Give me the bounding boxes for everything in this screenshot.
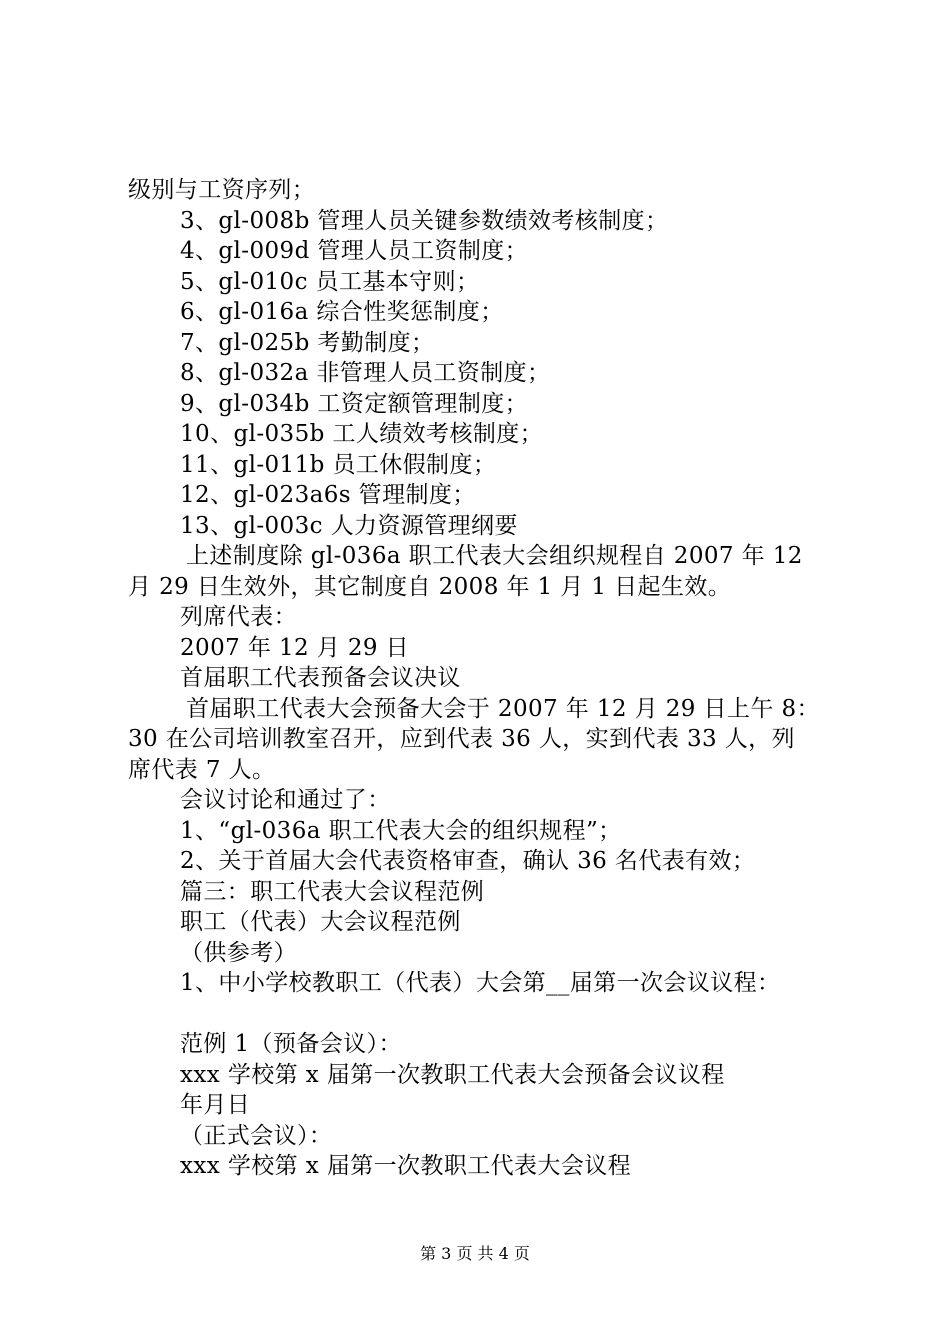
text-line: 列席代表： (180, 604, 297, 630)
heading-line: 首届职工代表预备会议决议 (180, 665, 461, 691)
heading-line: 职工（代表）大会议程范例 (180, 909, 461, 935)
paragraph-line: 首届职工代表大会预备大会于 2007 年 12 月 29 日上午 8： (186, 695, 820, 722)
list-item: 11、gl-011b 员工休假制度； (180, 451, 497, 478)
text-line: 级别与工资序列； (128, 177, 316, 203)
list-item: 2、关于首届大会代表资格审查，确认 36 名代表有效； (180, 848, 756, 874)
paragraph-line: 席代表 7 人。 (128, 756, 276, 783)
text-line: xxx 学校第 x 届第一次教职工代表大会议程 (180, 1153, 632, 1179)
list-item: 1、“gl-036a 职工代表大会的组织规程”； (180, 817, 622, 844)
text-line: （正式会议）： (180, 1122, 333, 1149)
list-item: 6、gl-016a 综合性奖惩制度； (180, 299, 504, 325)
paragraph-line: 月 29 日生效外，其它制度自 2008 年 1 月 1 日起生效。 (128, 573, 732, 600)
page-number-footer: 第 3 页 共 4 页 (420, 1244, 530, 1263)
text-line: 范例 1（预备会议）： (180, 1031, 402, 1057)
list-item: 9、gl-034b 工资定额管理制度； (180, 390, 529, 417)
list-item: 4、gl-009d 管理人员工资制度； (180, 238, 529, 264)
text-line: 年月日 (180, 1092, 251, 1118)
list-item: 10、gl-035b 工人绩效考核制度； (180, 421, 544, 447)
list-item: 8、gl-032a 非管理人员工资制度； (180, 360, 551, 386)
list-item: 1、中小学校教职工（代表）大会第__届第一次会议议程： (180, 970, 781, 996)
blank-line (128, 999, 840, 1030)
text-line: xxx 学校第 x 届第一次教职工代表大会预备会议议程 (180, 1061, 725, 1088)
list-item: 12、gl-023a6s 管理制度； (180, 482, 476, 508)
list-item: 13、gl-003c 人力资源管理纲要 (180, 512, 518, 539)
text-line: （供参考） (180, 939, 297, 966)
paragraph-line: 上述制度除 gl-036a 职工代表大会组织规程自 2007 年 12 (186, 543, 803, 569)
text-line: 会议讨论和通过了： (180, 787, 391, 813)
date-line: 2007 年 12 月 29 日 (180, 634, 410, 661)
paragraph-line: 30 在公司培训教室召开，应到代表 36 人，实到代表 33 人，列 (128, 726, 795, 752)
document-body (128, 175, 840, 1182)
list-item: 5、gl-010c 员工基本守则； (180, 268, 480, 295)
list-item: 3、gl-008b 管理人员关键参数绩效考核制度； (180, 207, 669, 234)
heading-line: 篇三：职工代表大会议程范例 (180, 878, 485, 905)
list-item: 7、gl-025b 考勤制度； (180, 329, 435, 356)
